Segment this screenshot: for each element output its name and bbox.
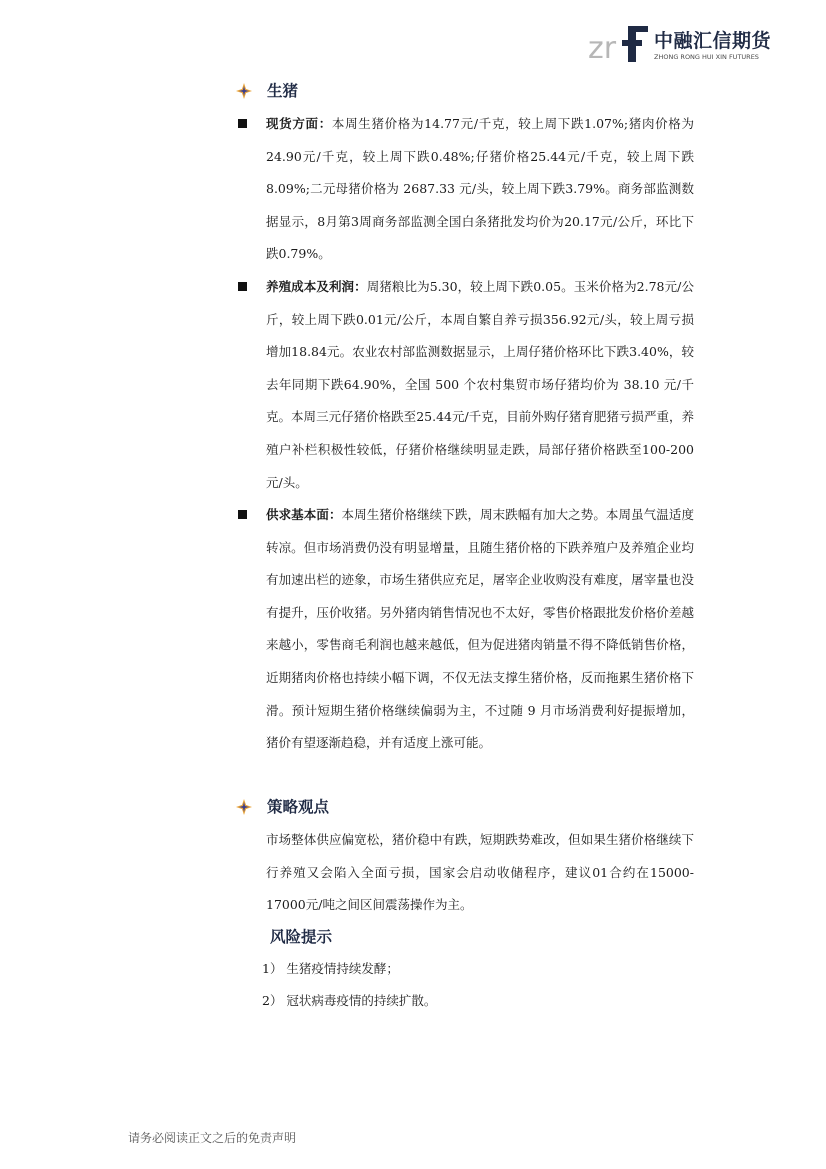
item-text: 本周生猪价格为14.77元/千克，较上周下跌1.07%;猪肉价格为24.90元/千克，较上周下跌0.48%;仔猪价格25.44元/千克，较上周下跌 8.09%;二元母猪价格为 2687.33 元/头，较上周下跌3.79%。商务部监测数据显示，8月第3周商务部监测全国白条猪批发均价为20.17元/公斤，环比下跌0.79%。 <box>266 116 694 262</box>
company-logo <box>588 22 778 66</box>
item-text: 周猪粮比为5.30，较上周下跌0.05。玉米价格为2.78元/公斤，较上周下跌0.01元/公斤，本周自繁自养亏损356.92元/头，较上周亏损增加18.84元。农业农村部监测数据显示，上周仔猪价格环比下跌3.40%，较去年同期下跌64.90%，全国 500 个农村集贸市场仔猪均价为 38.10 元/千克。本周三元仔猪价格跌至25.44元/千克，目前外购仔猪育肥猪亏损严重，养殖户补栏积极性较低，仔猪价格继续明显走跌，局部仔猪价格跌至100-200元/头。 <box>266 279 694 490</box>
section-heading-text: 策略观点 <box>267 798 330 816</box>
spot-market-paragraph <box>266 108 694 271</box>
diamond-bullet-icon <box>236 799 252 815</box>
square-bullet-icon <box>238 510 247 519</box>
item-label: 养殖成本及利润： <box>266 279 367 294</box>
square-bullet-icon <box>238 282 247 291</box>
cost-profit-paragraph <box>266 271 694 499</box>
section-heading-text: 生猪 <box>267 82 299 100</box>
risk-item: 1） 生猪疫情持续发酵； <box>262 961 399 976</box>
logo-chinese-name: 中融汇信期货 <box>654 30 772 52</box>
item-text: 本周生猪价格继续下跌，周末跌幅有加大之势。本周虽气温适度转凉。但市场消费仍没有明显增量，且随生猪价格的下跌养殖户及养殖企业均有加速出栏的迹象，市场生猪供应充足，屠宰企业收购没有难度，屠宰量也没有提升，压价收猪。另外猪肉销售情况也不太好，零售价格跟批发价格价差越来越小，零售商毛利润也越来越低，但为促进猪肉销量不得不降低销售价格，近期猪肉价格也持续小幅下调，不仅无法支撑生猪价格，反而拖累生猪价格下滑。预计短期生猪价格继续偏弱为主，不过随 9 月市场消费利好提振增加，猪价有望逐渐趋稳，并有适度上涨可能。 <box>266 507 694 751</box>
logo-english-name: ZHONG RONG HUI XIN FUTURES <box>654 53 759 61</box>
risk-title: 风险提示 <box>270 928 333 946</box>
strategy-paragraph: 市场整体供应偏宽松，猪价稳中有跌，短期跌势难改，但如果生猪价格继续下行养殖又会陷入全面亏损，国家会启动收储程序，建议01合约在15000-17000元/吨之间区间震荡操作为主。 <box>266 832 694 913</box>
square-bullet-icon <box>238 119 247 128</box>
zrf-logo-icon <box>588 22 652 66</box>
diamond-bullet-icon <box>236 83 252 99</box>
supply-demand-paragraph <box>266 499 694 760</box>
item-label: 现货方面： <box>266 116 332 131</box>
item-label: 供求基本面： <box>266 507 342 522</box>
svg-text:zr: zr <box>588 31 617 66</box>
risk-item: 2） 冠状病毒疫情的持续扩散。 <box>262 993 437 1008</box>
footer-disclaimer: 请务必阅读正文之后的免责声明 <box>128 1131 297 1145</box>
